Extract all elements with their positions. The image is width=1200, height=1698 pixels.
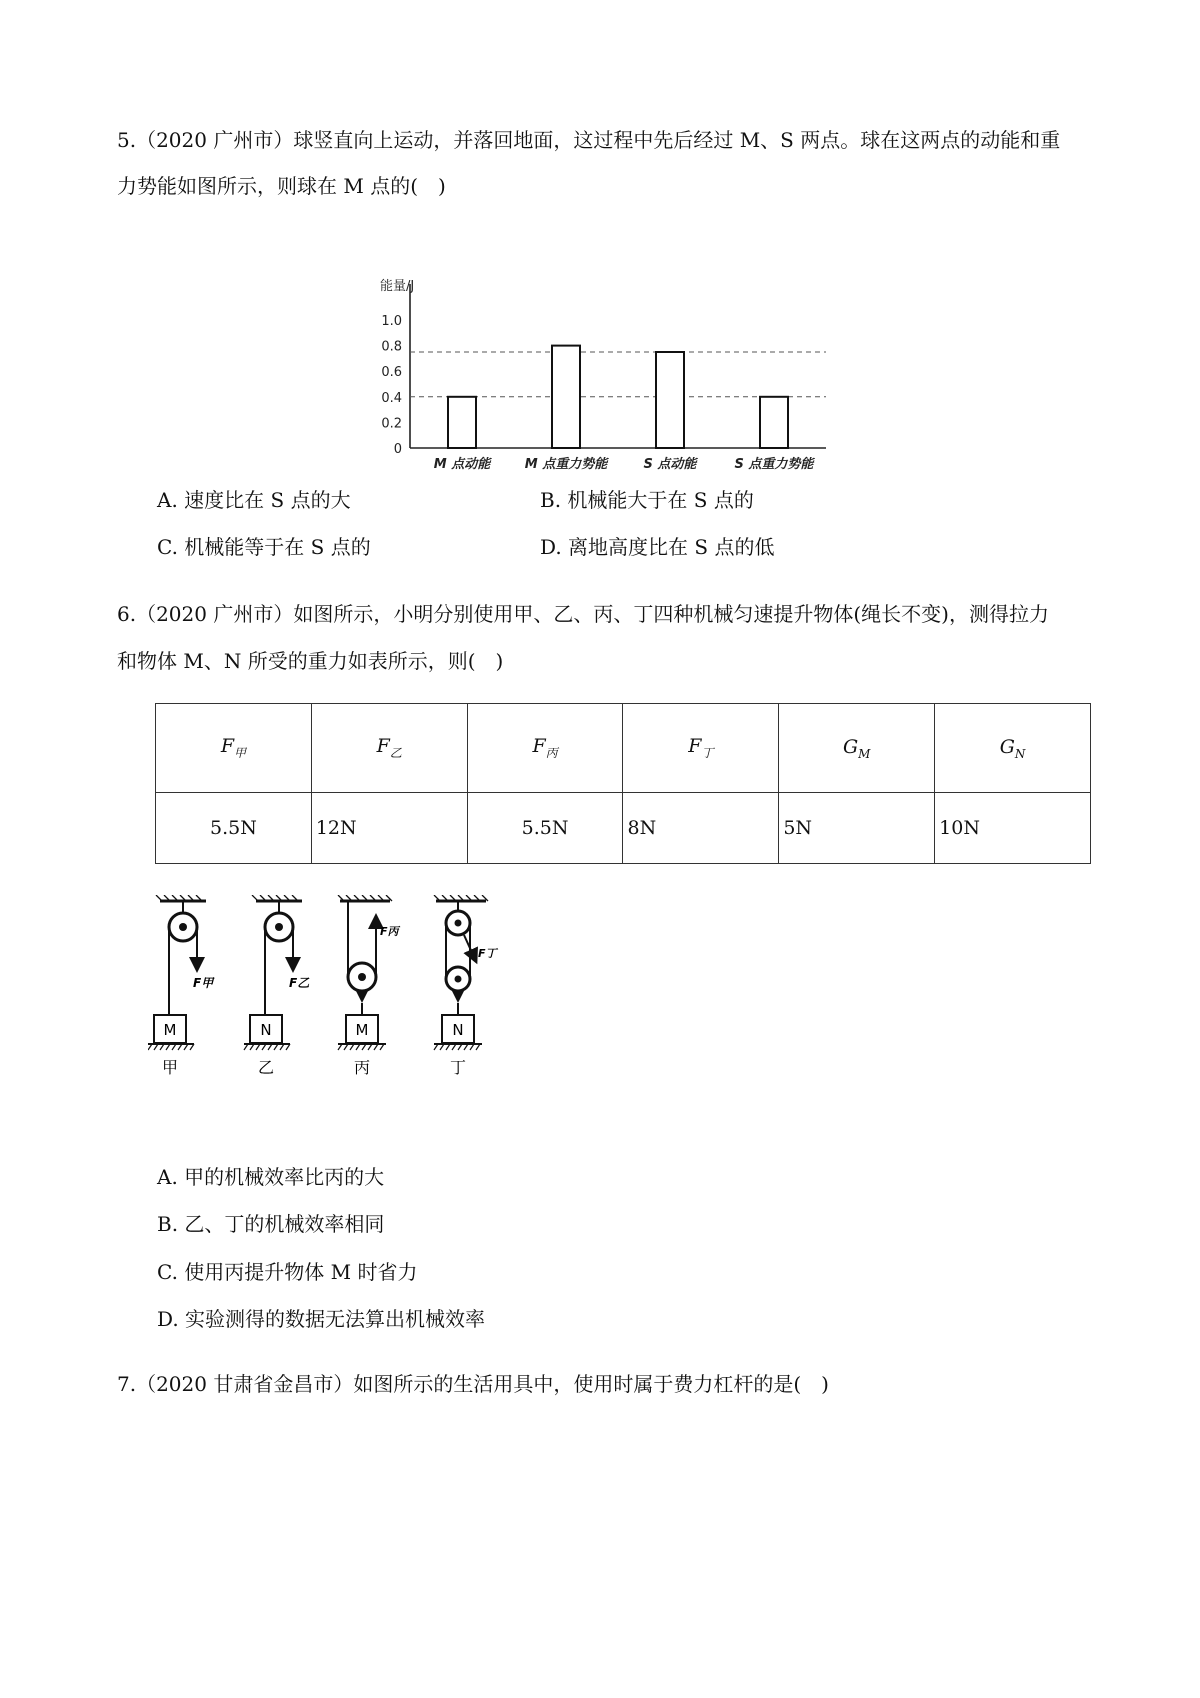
force-label-yi: F乙 [289,976,310,990]
q5-option-d[interactable]: D. 离地高度比在 S 点的低 [540,535,775,559]
caption-yi: 乙 [257,1058,275,1077]
x-tick-label: S 点动能 [643,457,697,472]
q5-option-a[interactable]: A. 速度比在 S 点的大 [157,488,351,512]
x-category-labels [434,456,816,472]
q5-option-c[interactable]: C. 机械能等于在 S 点的 [157,535,371,559]
x-tick-label: M 点重力势能 [524,457,608,472]
y-tick-label: 0.4 [381,390,402,406]
force-label-ding: F丁 [478,947,497,960]
block-label: M [163,1021,177,1039]
caption-ding: 丁 [449,1058,467,1077]
q6-option-c[interactable]: C. 使用丙提升物体 M 时省力 [157,1260,418,1284]
force-label-jia: F甲 [193,976,214,990]
reference-lines [410,352,826,397]
bar [656,352,684,448]
x-tick-label: S 点重力势能 [734,457,814,472]
header-f-bing: $F_丙$ [467,704,623,793]
header-g-m: $G_M$ [779,704,935,793]
value-f-jia: 5.5N [156,793,312,864]
q6-option-a[interactable]: A. 甲的机械效率比丙的大 [157,1165,385,1189]
q7-text-line1: 7.（2020 甘肃省金昌市）如图所示的生活用具中，使用时属于费力杠杆的是( ) [117,1372,829,1396]
y-tick-label: 0 [393,442,402,457]
block-label: M [355,1021,369,1039]
y-tick-labels [381,314,402,457]
force-label-bing: F丙 [380,925,399,938]
header-g-n: $G_N$ [935,704,1091,793]
value-f-yi: 12N [311,793,467,864]
value-f-bing: 5.5N [467,793,623,864]
caption-jia: 甲 [161,1058,179,1077]
q5-option-b[interactable]: B. 机械能大于在 S 点的 [540,488,754,512]
q5-text-line2: 力势能如图所示，则球在 M 点的( ) [117,174,446,198]
block-label: N [260,1021,272,1039]
caption-bing: 丙 [353,1058,371,1077]
q5-text-line1: 5.（2020 广州市）球竖直向上运动，并落回地面，这过程中先后经过 M、S 两点。球在这两点的动能和重 [117,128,1061,152]
header-f-ding: $F_丁$ [623,704,779,793]
q6-option-d[interactable]: D. 实验测得的数据无法算出机械效率 [157,1307,486,1331]
bar [448,397,476,448]
q6-force-table [155,703,1091,864]
header-f-yi: $F_乙$ [311,704,467,793]
q5-energy-chart [360,270,830,480]
q6-pulley-figure [148,895,528,1085]
q6-text-line1: 6.（2020 广州市）如图所示，小明分别使用甲、乙、丙、丁四种机械匀速提升物体(绳长不变)，测得拉力 [117,602,1049,626]
y-axis-label: 能量/J [380,279,415,294]
value-g-n: 10N [935,793,1091,864]
pulley-bing [338,895,401,1077]
pulley-ding [434,895,499,1077]
value-f-ding: 8N [623,793,779,864]
value-g-m: 5N [779,793,935,864]
pulley-yi [244,895,310,1077]
x-tick-label: M 点动能 [433,457,491,472]
table-header-row [156,704,1091,793]
pulley-jia [148,895,215,1077]
table-row [156,793,1091,864]
bar [760,397,788,448]
y-tick-label: 0.6 [381,365,402,381]
y-tick-label: 0.8 [381,339,402,355]
header-f-jia: $F_甲$ [156,704,312,793]
q6-text-line2: 和物体 M、N 所受的重力如表所示，则( ) [117,649,504,673]
y-tick-label: 0.2 [381,416,402,432]
y-tick-label: 1.0 [381,314,402,329]
bar [552,346,580,448]
q6-option-b[interactable]: B. 乙、丁的机械效率相同 [157,1212,385,1236]
block-label: N [452,1021,464,1039]
